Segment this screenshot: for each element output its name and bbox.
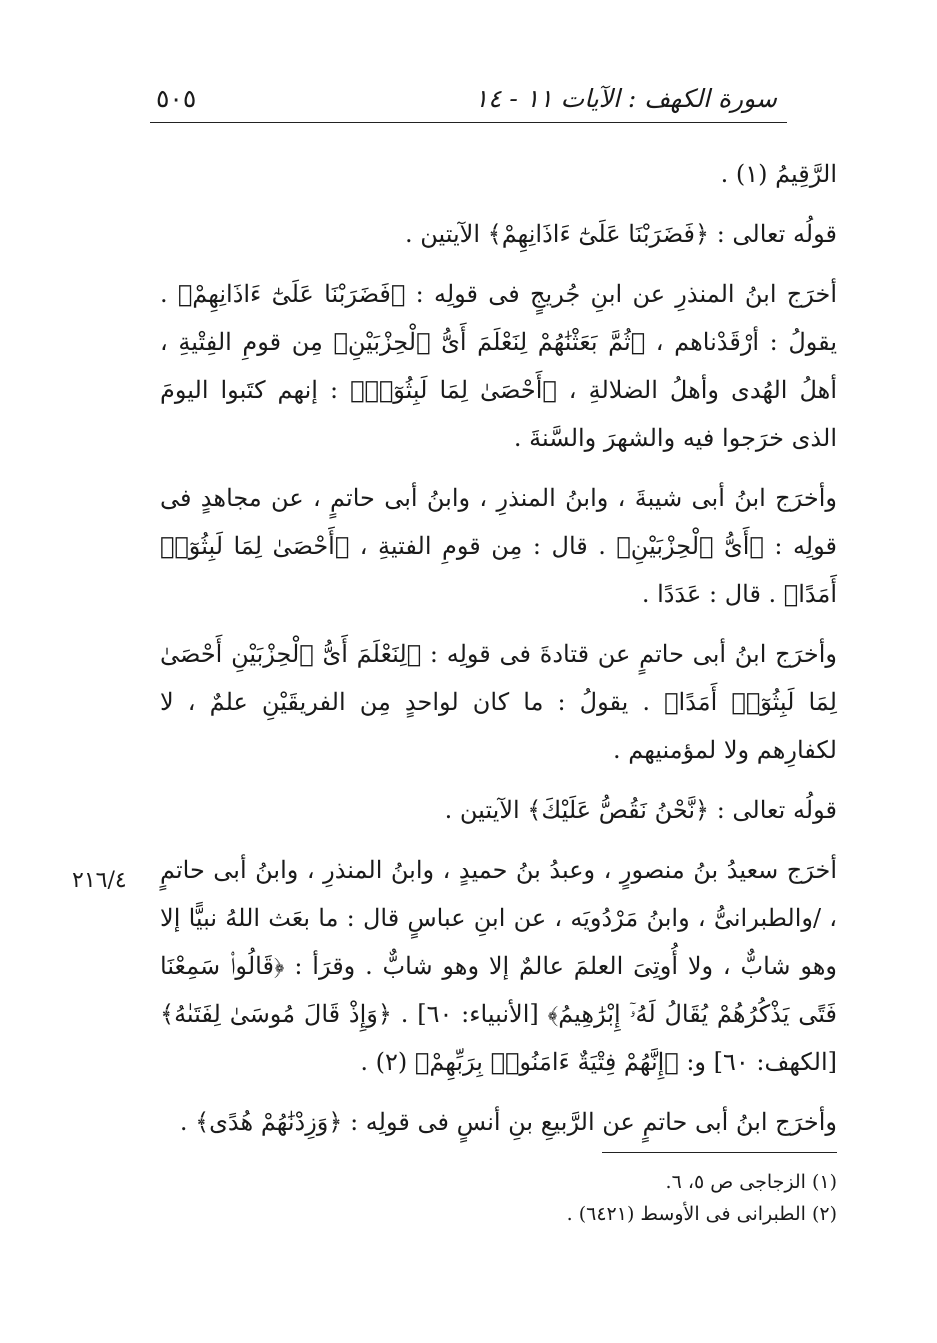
footnote: (٢) الطبرانى فى الأوسط (٦٤٢١) . [566,1203,837,1225]
page-number: ٥٠٥ [156,84,197,113]
paragraph: وأخرَج ابنُ أبى حاتمٍ عن الرَّبيعِ بنِ أنسٍ فى قولِه : ﴿وَزِدْنَٰهُمْ هُدًى﴾ . [179,1108,837,1136]
verse-heading: قولُه تعالى : ﴿فَضَرَبْنَا عَلَىٰٓ ءَاذَانِهِمْ﴾ الآيتين . [404,220,837,248]
footnotes [300,1166,837,1230]
footnote-divider [602,1152,837,1153]
main-text [160,150,837,1158]
footnote: (١) الزجاجى ص ٥، ٦. [665,1171,837,1193]
paragraph: الرَّقِيمُ (١) . [720,160,837,188]
verse-heading: قولُه تعالى : ﴿نَّحْنُ نَقُصُّ عَلَيْكَ﴾ الآيتين . [444,796,837,824]
running-title: سورة الكهف : الآيات ١١ - ١٤ [474,84,777,113]
header-divider [150,122,787,123]
page-header [150,78,787,122]
paragraph: أخرَج سعيدُ بنُ منصورٍ ، وعبدُ بنُ حميدٍ ، وابنُ المنذرِ ، وابنُ أبى حاتمٍ ، /والطبرانىُّ ، وابنُ مَرْدُويَه ، عن ابنِ عباسٍ قال : ما بعَث اللهُ نبيًّا إلا وهو شابٌّ ، ولا أُوتِىَ العلمَ عالمٌ إلا وهو شابٌّ . وقرَأ : ﴿قَالُوا۟ سَمِعْنَا فَتًى يَذْكُرُهُمْ يُقَالُ لَهُۥٓ إِبْرَٰهِيمُ﴾ [الأنبياء: ٦٠] . ﴿وَإِذْ قَالَ مُوسَىٰ لِفَتَىٰهُ﴾ [الكهف: ٦٠] و: ﴿إِنَّهُمْ فِتْيَةٌ ءَامَنُوا۟ بِرَبِّهِمْ﴾ (٢) . [160,856,837,1076]
margin-reference: ٢١٦/٤ [72,868,127,893]
paragraph: وأخرَج ابنُ أبى حاتمٍ عن قتادةَ فى قولِه : ﴿لِنَعْلَمَ أَىُّ ٱلْحِزْبَيْنِ أَحْصَىٰ لِمَا لَبِثُوٓا۟ أَمَدًا﴾ . يقولُ : ما كان لواحدٍ مِن الفريقَيْنِ علمٌ ، لا لكفارِهم ولا لمؤمنيهم . [160,640,837,764]
paragraph: أخرَج ابنُ المنذرِ عن ابنِ جُريجٍ فى قولِه : ﴿فَضَرَبْنَا عَلَىٰٓ ءَاذَانِهِمْ﴾ . يقولُ : أرْقَدْناهم ، ﴿ثُمَّ بَعَثْنَٰهُمْ لِنَعْلَمَ أَىُّ ٱلْحِزْبَيْنِ﴾ مِن قومِ الفِتْيةِ ، أهلُ الهُدى وأهلُ الضلالةِ ، ﴿أَحْصَىٰ لِمَا لَبِثُوٓا۟﴾ : إنهم كتَبوا اليومَ الذى خرَجوا فيه والشهرَ والسَّنةَ . [160,280,837,452]
paragraph: وأخرَج ابنُ أبى شيبةَ ، وابنُ المنذرِ ، وابنُ أبى حاتمٍ ، عن مجاهدٍ فى قولِه : ﴿أَىُّ ٱلْحِزْبَيْنِ﴾ . قال : مِن قومِ الفتيةِ ، ﴿أَحْصَىٰ لِمَا لَبِثُوٓا۟ أَمَدًا﴾ . قال : عَدَدًا . [160,484,837,608]
